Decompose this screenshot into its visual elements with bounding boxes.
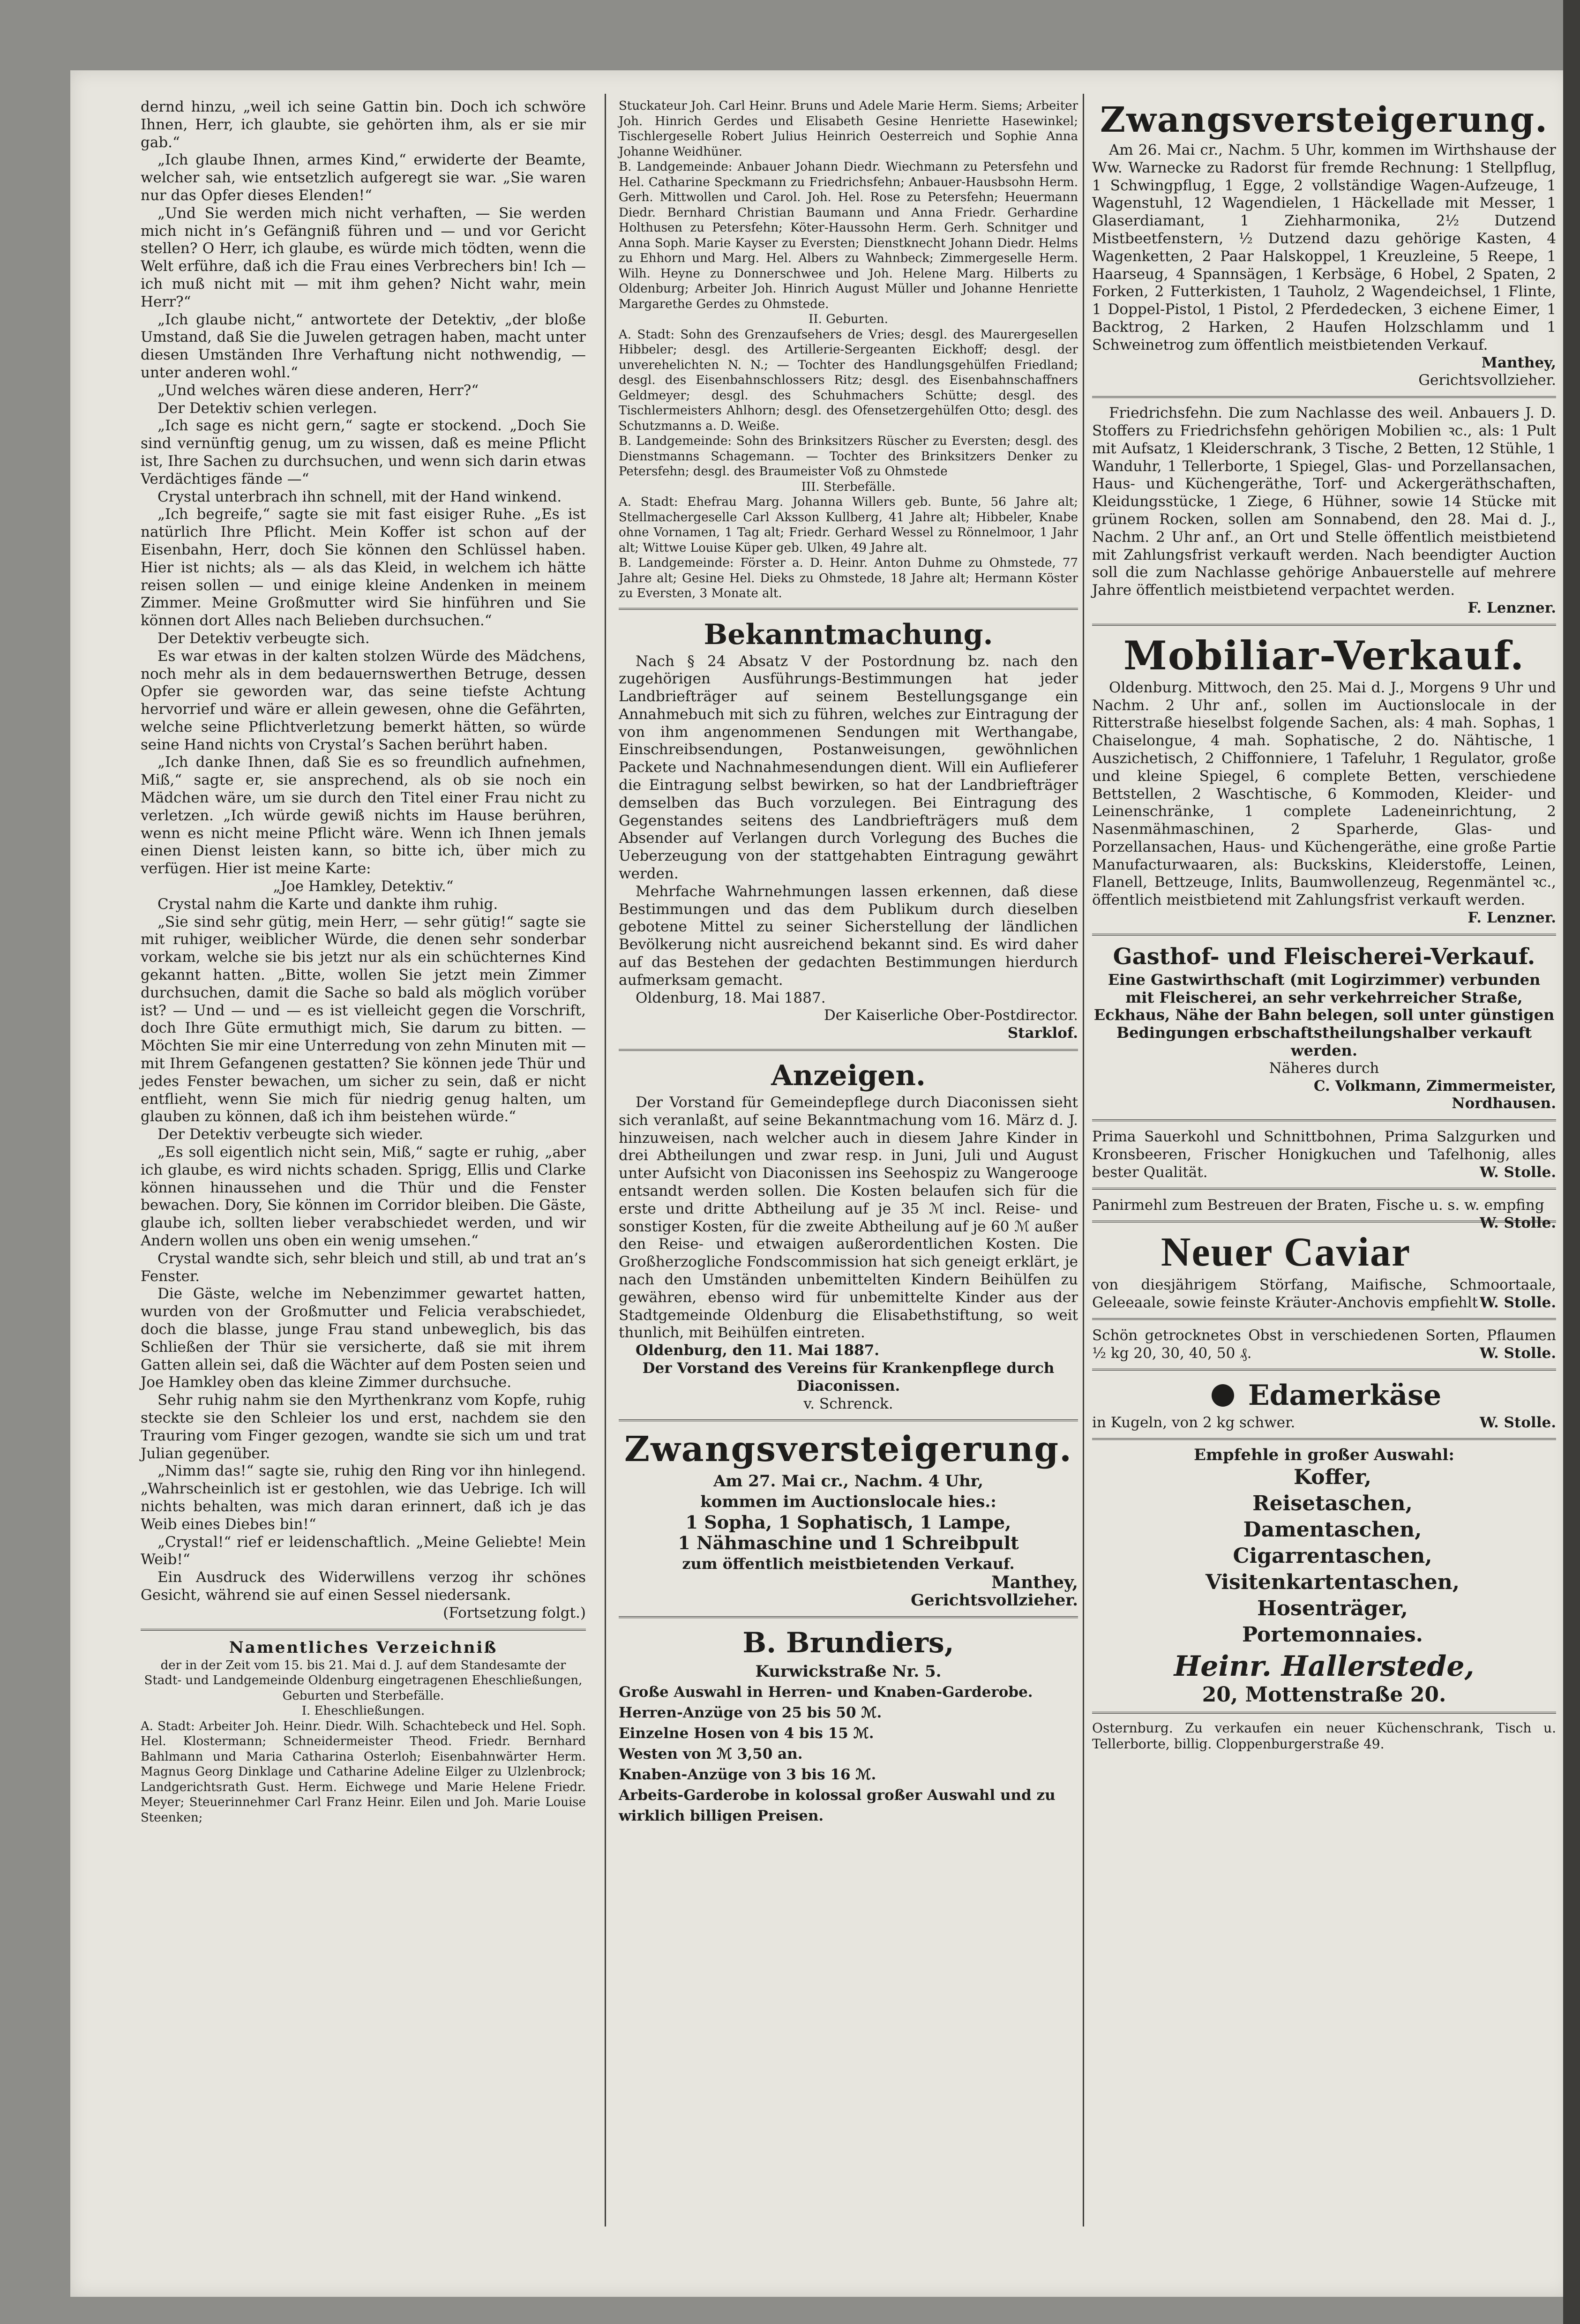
story-paragraph: Der Detektiv verbeugte sich wieder.	[157, 1126, 423, 1143]
hallerstede-address: 20, Mottenstraße 20.	[1202, 1683, 1446, 1707]
round-ornament-icon	[1212, 1384, 1234, 1407]
divider	[1092, 1188, 1556, 1190]
story-paragraph: „Crystal!“ rief er leidenschaftlich. „Meine Geliebte! Mein Weib!“	[141, 1533, 586, 1568]
edamer-title: Edamerkäse	[1248, 1379, 1442, 1412]
register-intro: der in der Zeit vom 15. bis 21. Mai d. J. auf dem Standesamte der Stadt- und Landgemeinde Oldenburg eingetragenen Eheschließungen, Geburten und Sterbefälle.	[144, 1658, 583, 1703]
register-subheading: II. Geburten.	[809, 312, 888, 326]
zwangsversteigerung-title: Zwangsversteigerung.	[1100, 100, 1548, 140]
story-paragraph: „Ich begreife,“ sagte sie mit fast eisiger Ruhe. „Es ist natürlich Ihre Pflicht. Mein Koffer ist schon auf der Eisenbahn, Herr, doch Sie können den Schlüssel haben. Hier ist nichts; als — als das Kleid, in welchem ich hätte reisen sollen — und einige kleine Andenken in meinem Zimmer. Meine Großmutter wird Sie hinführen und Sie können dort Alles nach Belieben durchsuchen.“	[141, 506, 586, 630]
register-text: B. Landgemeinde: Sohn des Brinksitzers Rüscher zu Eversten; desgl. des Dienstmanns Schagemann. — Tochter des Brinksitzers Denker zu Petersfehn; desgl. des Braumeister Voß zu Ohmstede	[619, 434, 1078, 479]
caviar-title: Neuer Caviar	[1161, 1229, 1411, 1275]
bekanntmachung-title: Bekanntmachung.	[704, 618, 993, 651]
bekanntmachung-place: Oldenburg, 18. Mai 1887.	[636, 989, 826, 1006]
register-text: B. Landgemeinde: Anbauer Johann Diedr. Wiechmann zu Petersfehn und Hel. Catharine Speckmann zu Friedrichsfehn; Anbauer-Hausbsohn Herm. Gerh. Mittwollen und Carol. Joh. Hel. Rose zu Petersfehn; Heuermann Diedr. Bernhard Christian Baumann und Anna Friedr. Gerhardine Holthusen zu Petersfehn; Köter-Haussohn Herm. Gerh. Schnitger und Anna Soph. Marie Kayser zu Eversten; Dienstknecht Johann Diedr. Helms zu Ehhorn und Marg. Hel. Albers zu Wahnbeck; Zimmergeselle Herm. Wilh. Heyne zu Donnerschwee und Joh. Helene Marg. Hilberts zu Oldenburg; Arbeiter Joh. Hinrich August Müller und Johanne Henriette Margarethe Gerdes zu Ohmstede.	[619, 160, 1078, 311]
brundiers-address: Kurwickstraße Nr. 5.	[755, 1662, 942, 1681]
anzeigen-title: Anzeigen.	[771, 1059, 926, 1093]
register-text: B. Landgemeinde: Förster a. D. Heinr. Anton Duhme zu Ohmstede, 77 Jahre alt; Gesine Hel. Dieks zu Ohmstede, 18 Jahre alt; Hermann Köster zu Eversten, 3 Monate alt.	[619, 556, 1078, 600]
register-subheading: I. Eheschließungen.	[301, 1704, 425, 1718]
register-text: A. Stadt: Arbeiter Joh. Heinr. Diedr. Wilh. Schachtebeck und Hel. Soph. Hel. Klostermann; Schneidermeister Theod. Friedr. Bernhard Bahlmann und Maria Catharina Osterloh; Eisenbahnwärter Herm. Magnus Georg Dinklage und Catharine Adeline Eilger zu Ulzlenbrock; Landgerichtsrath Gust. Herm. Eichwege und Marie Helene Friedr. Meyer; Steuerinnehmer Carl Franz Heinr. Eilen und Joh. Marie Louise Steenken;	[141, 1719, 586, 1825]
story-paragraph: „Ich sage es nicht gern,“ sagte er stockend. „Doch Sie sind vernünftig genug, um zu wissen, daß es meine Pflicht ist, Ihre Sachen zu durchsuchen, und wenn sich darin etwas Verdächtiges fände —“	[141, 417, 586, 487]
ad-signature: Gerichtsvollzieher.	[1418, 372, 1556, 389]
ad-text: Am 26. Mai cr., Nachm. 5 Uhr, kommen im Wirthshause der Ww. Warnecke zu Radorst für fremde Rechnung: 1 Stellpflug, 1 Schwingpflug, 1 Egge, 2 vollständige Wagen-Aufzeuge, 1 Wagenstuhl, 12 Wagendielen, 1 Häckellade mit Messer, 1 Glaserdiamant, 1 Ziehharmonika, 2½ Dutzend Mistbeetfenstern, ½ Dutzend dazu gehörige Kasten, 4 Wagenketten, 2 Paar Halskoppel, 1 Kreuzleine, 5 Reepe, 1 Haarseug, 4 Spannsägen, 1 Kerbsäge, 6 Hobel, 2 Spaten, 2 Forken, 2 Futterkisten, 1 Tauholz, 2 Wagendeichsel, 1 Flinte, 1 Doppel-Pistol, 1 Pistol, 2 Pferdedecken, 3 eichene Eimer, 1 Backtrog, 2 Harken, 2 Haufen Holzschlamm und 1 Schweinetrog zum öffentlich meistbietenden Verkauf.	[1092, 142, 1556, 353]
divider	[1092, 396, 1556, 398]
mobiliar-text: Oldenburg. Mittwoch, den 25. Mai d. J., Morgens 9 Uhr und Nachm. 2 Uhr anf., sollen im Auctionslocale in der Ritterstraße hieselbst folgende Sachen, als: 4 mah. Sophas, 1 Chaiselongue, 4 mah. Sophatische, 2 do. Nähtische, 1 Auszichetisch, 2 Chiffonniere, 1 Tafeluhr, 1 Regulator, große und kleine Spiegel, 6 complete Betten, verschiedene Bettstellen, 2 Waschtische, 6 Kommoden, Kleider- und Leinenschränke, 1 complete Ladeneinrichtung, 2 Nasenmähmaschinen, 2 Sparherde, Glas- und Porzellansachen, Haus- und Küchengeräthe, eine große Partie Manufacturwaaren, als: Buckskins, Kleiderstoffe, Leinen, Flanell, Bettzeuge, Inlits, Baumwollenzeug, Regenmäntel ꝛc., öffentlich meistbietend mit Zahlungsfrist verkauft werden.	[1092, 679, 1556, 909]
story-paragraph: „Ich glaube Ihnen, armes Kind,“ erwiderte der Beamte, welcher sah, wie entsetzlich aufgeregt sie war. „Sie waren nur das Opfer dieses Elenden!“	[141, 151, 586, 204]
ad-signature: Manthey,	[1481, 354, 1556, 371]
divider	[619, 1049, 1078, 1051]
osternburg-ad: Osternburg. Zu verkaufen ein neuer Küchenschrank, Tisch u. Tellerborte, billig. Cloppenburgerstraße 49.	[1092, 1720, 1556, 1752]
edamer-text: in Kugeln, von 2 kg schwer.	[1092, 1414, 1295, 1432]
stolle-signature: W. Stolle.	[1479, 1345, 1556, 1362]
ad-line: Einzelne Hosen von 4 bis 15 ℳ.	[619, 1724, 874, 1742]
divider	[619, 608, 1078, 610]
story-paragraph: Crystal nahm die Karte und dankte ihm ruhig.	[157, 895, 498, 913]
ad-line: Große Auswahl in Herren- und Knaben-Garderobe.	[619, 1683, 1033, 1701]
empfehle-item: Damentaschen,	[1243, 1518, 1422, 1542]
divider	[1092, 1369, 1556, 1371]
story-paragraph: „Und welches wären diese anderen, Herr?“	[157, 382, 479, 399]
friedrichsfehn-text: Friedrichsfehn. Die zum Nachlasse des weil. Anbauers J. D. Stoffers zu Friedrichsfehn gehörigen Mobilien ꝛc., als: 1 Pult mit Aufsatz, 1 Kleiderschrank, 3 Tische, 2 Betten, 12 Stühle, 1 Wanduhr, 1 Tellerborte, 1 Spiegel, Glas- und Porzellansachen, Haus- und Küchengeräthe, Torf- und Ackergeräthschaften, Kleidungsstücke, 1 Ziege, 6 Hühner, sowie 14 Stücke mit grünem Rocken, sollen am Sonnabend, den 28. Mai d. J., Nachm. 2 Uhr anf., an Ort und Stelle öffentlich meistbietend mit Zahlungsfrist verkauft werden. Nach beendigter Auction soll die zum Nachlasse gehörige Anbauerstelle auf mehrere Jahre öffentlich meistbietend verpachtet werden.	[1092, 405, 1556, 599]
gasthof-more: Näheres durch	[1269, 1059, 1379, 1077]
gasthof-title: Gasthof- und Fleischerei-Verkauf.	[1113, 943, 1535, 970]
edamer-ad	[1092, 1414, 1556, 1432]
story-paragraph: „Sie sind sehr gütig, mein Herr, — sehr gütig!“ sagte sie mit ruhiger, weiblicher Würde, die denen sehr sonderbar vorkam, welche sie bis jetzt nur als ein schüchternes Kind gekannt hatten. „Bitte, wollen Sie jetzt mein Zimmer durchsuchen, damit die Sache so bald als möglich vorüber ist? — Und — und — es ist vielleicht gegen die Vorschrift, doch Ihre Güte ermuthigt mich, Sie darum zu bitten. — Möchten Sie mir eine Unterredung von zehn Minuten mit — mit Ihrem Gefangenen gestatten? Sie können jede Thür und jedes Fenster bewachen, um sicher zu sein, daß er nicht entflieht, wenn Sie mich für niedrig genug halten, um glauben zu können, daß ich ihm beistehen würde.“	[141, 913, 586, 1125]
register-subheading: III. Sterbefälle.	[801, 480, 896, 494]
empfehle-item: Hosenträger,	[1257, 1597, 1408, 1621]
bekanntmachung-org: Der Kaiserliche Ober-Postdirector.	[824, 1007, 1078, 1024]
column-rule	[605, 94, 606, 2227]
ad-line: Westen von ℳ 3,50 an.	[619, 1745, 803, 1762]
empfehle-item: Reisetaschen,	[1252, 1492, 1413, 1516]
divider	[619, 1616, 1078, 1618]
gasthof-signature: C. Volkmann, Zimmermeister,	[1313, 1077, 1556, 1095]
ad-signature: Gerichtsvollzieher.	[911, 1591, 1078, 1610]
stolle-signature: W. Stolle.	[1479, 1414, 1556, 1432]
anzeigen-place: Oldenburg, den 11. Mai 1887.	[636, 1342, 880, 1359]
register-text: Stuckateur Joh. Carl Heinr. Bruns und Adele Marie Herm. Siems; Arbeiter Joh. Hinrich Gerdes und Elisabeth Gesine Henriette Hasewinkel; Tischlergeselle Robert Julius Heinrich Oesterreich und Sophie Anna Johanne Weidhüner.	[619, 99, 1078, 159]
divider	[1092, 1318, 1556, 1320]
ad-line: Knaben-Anzüge von 3 bis 16 ℳ.	[619, 1766, 876, 1783]
empfehle-item: Koffer,	[1293, 1465, 1372, 1490]
anzeigen-text: Der Vorstand für Gemeindepflege durch Diaconissen sieht sich veranlaßt, auf seine Bekanntmachung vom 16. März d. J. hinzuweisen, nach welcher auch in diesem Jahre Kinder in drei Abtheilungen und zwar resp. in Juni, Juli und August unter Aufsicht von Diaconissen ins Seehospiz zu Wangerooge entsandt werden sollen. Die Kosten belaufen sich für die erste und dritte Abtheilung auf je 35 ℳ incl. Reise- und sonstiger Kosten, für die zweite Abtheilung auf je 60 ℳ außer den Reise- und etwaigen außerordentlichen Kosten. Die Großherzogliche Fondscommission hat sich geneigt erklärt, je nach den Umständen unbemittelten Kindern Beihülfen zu gewähren, ebenso wird für unbemittelte Kinder aus der Stadtgemeinde Oldenburg die Elisabethstiftung, so weit thunlich, mit Beihülfen eintreten.	[619, 1094, 1078, 1342]
bekanntmachung-text: Mehrfache Wahrnehmungen lassen erkennen, daß diese Bestimmungen und das dem Publikum durch dieselben gebotene Mittel zu seiner Sicherstellung der ländlichen Bevölkerung nicht ausreichend bekannt sind. Es wird daher auf das Bestehen der gedachten Bestimmungen hierdurch aufmerksam gemacht.	[619, 883, 1078, 989]
story-paragraph: Crystal unterbrach ihn schnell, mit der Hand winkend.	[157, 488, 562, 505]
gasthof-signature: Nordhausen.	[1452, 1095, 1556, 1112]
story-paragraph: Crystal wandte sich, sehr bleich und still, ab und trat an’s Fenster.	[141, 1250, 586, 1285]
story-paragraph: Sehr ruhig nahm sie den Myrthenkranz vom Kopfe, ruhig steckte sie den Schleier los und erst, nachdem sie den Trauring vom Finger gezogen, wandte sie sich um und trat Julian gegenüber.	[141, 1392, 586, 1462]
ad-line: 1 Sopha, 1 Sophatisch, 1 Lampe,	[685, 1512, 1011, 1533]
bekanntmachung-text: Nach § 24 Absatz V der Postordnung bz. nach den zugehörigen Ausführungs-Bestimmungen hat jeder Landbriefträger auf seinem Bestellungsgange ein Annahmebuch mit sich zu führen, welches zur Eintragung der von ihm angenommenen Sendungen mit Werthangabe, Einschreibsendungen, Postanweisungen, gewöhnlichen Packete und Nachnahmesendungen dient. Will ein Auflieferer die Eintragung selbst bewirken, so hat der Landbriefträger demselben das Buch vorzulegen. Bei Eintragung des Gegenstandes seitens des Landbriefträgers muß dem Absender auf Verlangen durch Vorlegung des Buches die Ueberzeugung von der stattgehabten Eintragung gewährt werden.	[619, 652, 1078, 883]
divider	[1092, 1712, 1556, 1714]
obst-ad	[1092, 1327, 1556, 1362]
register-text: A. Stadt: Sohn des Grenzaufsehers de Vries; desgl. des Maurergesellen Hibbeler; desgl. des Artillerie-Sergeanten Eickhoff; desgl. der unverehelichten N. N.; — Tochter des Handlungsgehülfen Friedland; desgl. des Eisenbahnschlossers Ritz; desgl. des Eisenbahnschaffners Geldmeyer; desgl. des Schuhmachers Schütte; desgl. des Tischlermeisters Ahlhorn; desgl. des Ofensetzergehülfen Otto; desgl. des Schutzmanns a. D. Weiße.	[619, 327, 1078, 433]
anzeigen-org: Der Vorstand des Vereins für Krankenpflege durch Diaconissen.	[642, 1359, 1055, 1394]
stolle-text: Prima Sauerkohl und Schnittbohnen, Prima Salzgurken und Kronsbeeren, Frischer Honigkuchen und Tafelhonig, alles bester Qualität.	[1092, 1128, 1556, 1181]
story-paragraph: Es war etwas in der kalten stolzen Würde des Mädchens, noch mehr als in dem bedauernswerthen Betruge, dessen Opfer sie geworden war, das seine tiefste Achtung hervorrief und wäre er allein gewesen, ohne die Gefährten, welche seine Pflichtverletzung bemerkt hätten, so würde seine Hand nichts von Crystal’s Sachen berührt haben.	[141, 647, 586, 753]
story-paragraph: Der Detektiv verbeugte sich.	[157, 630, 370, 647]
zwangsversteigerung-title: Zwangsversteigerung.	[624, 1429, 1072, 1470]
bekanntmachung-signature: Starklof.	[1007, 1025, 1078, 1042]
story-paragraph: „Es soll eigentlich nicht sein, Miß,“ sagte er ruhig, „aber ich glaube, es wird nichts schaden. Sprigg, Ellis und Clarke können hinaussehen und die Thür und die Fenster bewachen. Dory, Sie können im Corridor bleiben. Die Gäste, glaube ich, sollten lieber verabschiedet werden, und wir Andern wollen uns oben ein wenig umsehen.“	[141, 1144, 586, 1249]
ad-signature: Manthey,	[991, 1573, 1078, 1593]
ad-line: zum öffentlich meistbietenden Verkauf.	[682, 1555, 1015, 1573]
ad-line: Am 27. Mai cr., Nachm. 4 Uhr,	[713, 1472, 983, 1491]
caviar-text: von diesjährigem Störfang, Maifische, Schmoortaale, Geleeaale, sowie feinste Kräuter-Anchovis empfiehlt	[1092, 1276, 1556, 1312]
divider	[141, 1629, 586, 1631]
edamer-heading	[1092, 1377, 1556, 1414]
stolle-signature: W. Stolle.	[1479, 1214, 1556, 1232]
story-paragraph: „Nimm das!“ sagte sie, ruhig den Ring vor ihn hinlegend. „Wahrscheinlich ist er gestohlen, wie das Uebrige. Ich will nichts behalten, was mich daran erinnert, daß ich je das Weib eines Diebes bin!“	[141, 1462, 586, 1533]
hallerstede-title: Heinr. Hallerstede,	[1174, 1650, 1475, 1683]
ad-line: 1 Nähmaschine und 1 Schreibpult	[678, 1532, 1019, 1554]
story-paragraph: Die Gäste, welche im Nebenzimmer gewartet hatten, wurden von der Großmutter und Felicia verabschiedet, doch die blasse, junge Frau stand unbeweglich, bis das Schließen der Thür sie versicherte, daß sie mit ihrem Gatten allein sei, daß die Wächter auf dem Posten seien und Joe Hamkley oben das kleine Zimmer durchsuche.	[141, 1285, 586, 1391]
continuation-note: (Fortsetzung folgt.)	[443, 1604, 586, 1621]
story-paragraph: „Ich danke Ihnen, daß Sie es so freundlich aufnehmen, Miß,“ sagte er, sie ansprechend, als ob sie noch ein Mädchen wäre, um sie durch den Titel einer Frau nicht zu verletzen. „Ich würde gewiß nichts im Hause berühren, wenn es nicht meine Pflicht wäre. Wenn ich Ihnen jemals einen Dienst leisten kann, so bitte ich, über mich zu verfügen. Hier ist meine Karte:	[141, 754, 586, 877]
empfehle-item: Visitenkartentaschen,	[1205, 1570, 1460, 1595]
gasthof-text: Eine Gastwirthschaft (mit Logirzimmer) verbunden mit Fleischerei, an sehr verkehrreicher Straße, Eckhaus, Nähe der Bahn belegen, soll unter günstigen Bedingungen erbschaftstheilungshalber verkauft werden.	[1093, 970, 1555, 1060]
divider	[619, 1419, 1078, 1421]
stolle-text: Panirmehl zum Bestreuen der Braten, Fische u. s. w. empfing	[1092, 1197, 1544, 1214]
caviar-ad	[1092, 1276, 1556, 1312]
register-text: A. Stadt: Ehefrau Marg. Johanna Willers geb. Bunte, 56 Jahre alt; Stellmachergeselle Carl Aksson Kullberg, 41 Jahre alt; Hibbeler, Knabe ohne Vornamen, 1 Tag alt; Friedr. Gerhard Wessel zu Rönnelmoor, 1 Jahr alt; Wittwe Louise Küper geb. Ulken, 49 Jahre alt.	[619, 495, 1078, 555]
stolle-ad	[1092, 1128, 1556, 1181]
ad-line: kommen im Auctionslocale hies.:	[700, 1492, 996, 1512]
ad-signature: F. Lenzner.	[1468, 599, 1556, 616]
divider	[1092, 1119, 1556, 1121]
column-3	[1092, 98, 1556, 1752]
empfehle-item: Portemonnaies.	[1242, 1623, 1423, 1647]
page-edge	[1563, 0, 1580, 2324]
column-1	[141, 98, 586, 1825]
stolle-signature: W. Stolle.	[1479, 1164, 1556, 1181]
empfehle-item: Cigarrentaschen,	[1233, 1544, 1432, 1568]
column-2	[619, 98, 1078, 1826]
stolle-signature: W. Stolle.	[1479, 1294, 1556, 1312]
mobiliar-title: Mobiliar-Verkauf.	[1123, 632, 1525, 679]
obst-text: Schön getrocknetes Obst in verschiedenen Sorten, Pflaumen ½ kg 20, 30, 40, 50 ₰.	[1092, 1327, 1556, 1362]
column-rule	[1083, 94, 1084, 2227]
brundiers-title: B. Brundiers,	[742, 1626, 954, 1659]
story-paragraph: dernd hinzu, „weil ich seine Gattin bin. Doch ich schwöre Ihnen, Herr, ich glaubte, sie gehörten ihm, als er sie mir gab.“	[141, 98, 586, 151]
story-paragraph: „Joe Hamkley, Detektiv.“	[273, 878, 454, 895]
divider	[1092, 934, 1556, 936]
story-paragraph: „Ich glaube nicht,“ antwortete der Detektiv, „der bloße Umstand, daß Sie die Juwelen getragen haben, macht unter diesen Umständen Ihre Verhaftung nicht nothwendig, — unter anderen wohl.“	[141, 311, 586, 381]
story-paragraph: Der Detektiv schien verlegen.	[157, 399, 377, 417]
divider	[1092, 624, 1556, 626]
divider	[1092, 1438, 1556, 1440]
ad-line: Herren-Anzüge von 25 bis 50 ℳ.	[619, 1704, 882, 1721]
stolle-ad	[1092, 1196, 1556, 1232]
register-title: Namentliches Verzeichniß	[229, 1638, 498, 1657]
ad-line: Arbeits-Garderobe in kolossal großer Auswahl und zu wirklich billigen Preisen.	[619, 1786, 1056, 1824]
story-paragraph: „Und Sie werden mich nicht verhaften, — Sie werden mich nicht in’s Gefängniß führen und — und vor Gericht stellen? O Herr, ich glaube, es würde mich tödten, wenn die Welt erführe, daß ich die Frau eines Verbrechers bin! Ich — ich muß nicht mit — mit ihm gehen? Nicht wahr, mein Herr?“	[141, 204, 586, 310]
empfehle-title: Empfehle in großer Auswahl:	[1194, 1446, 1454, 1465]
anzeigen-signature: v. Schrenck.	[803, 1395, 893, 1412]
ad-signature: F. Lenzner.	[1468, 909, 1556, 927]
story-paragraph: Ein Ausdruck des Widerwillens verzog ihr schönes Gesicht, während sie auf einen Sessel niedersank.	[141, 1569, 586, 1604]
